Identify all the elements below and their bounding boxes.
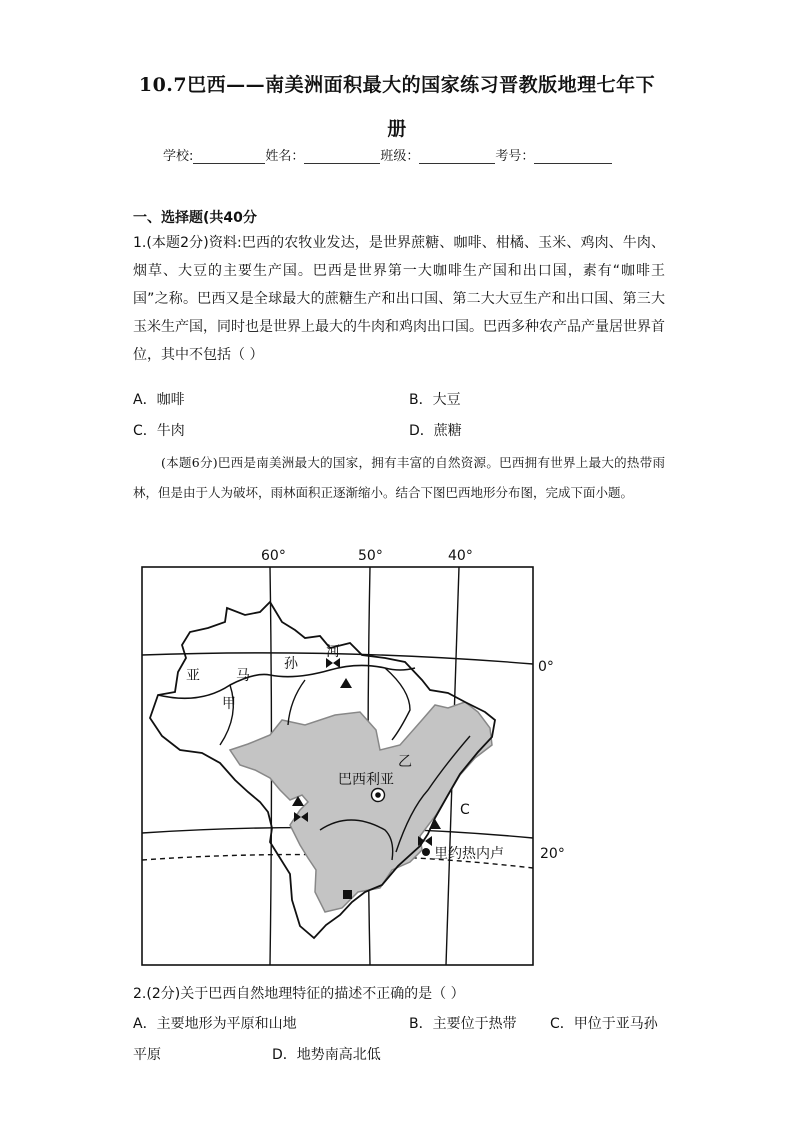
label-rio: 里约热内卢 [434,846,504,862]
lat-label-20: 20° [540,846,565,862]
doc-title-line1: 10.7巴西——南美洲面积最大的国家练习晋教版地理七年下 [138,74,656,96]
exam-no-blank[interactable] [534,149,612,164]
label-c: C [460,802,470,818]
material-paragraph [133,448,665,508]
tributary-1 [220,685,233,745]
question-2-text: 2.(2分)关于巴西自然地理特征的描述不正确的是（ ） [133,986,465,1002]
lon-label-50: 50° [358,548,383,564]
school-label: 学校: [163,149,194,164]
tributary-3 [385,668,410,740]
label-jia: 甲 [222,696,236,712]
square-icon [343,890,352,899]
lon-label-40: 40° [448,548,473,564]
exam-no-label: 考号： [495,149,535,164]
q1-option-a[interactable]: A．咖啡 [133,392,185,408]
label-he: 河 [326,644,340,660]
tributary-2 [288,680,305,725]
q2-option-b[interactable]: B．主要位于热带 [409,1016,517,1032]
city-dot-icon [422,848,430,856]
highland-region [230,702,492,912]
material-text: (本题6分)巴西是南美洲最大的国家，拥有丰富的自然资源。巴西拥有世界上最大的热带雨林，但是由于人为破坏，雨林面积正逐渐缩小。结合下图巴西地形分布图，完成下面小题。 [133,455,665,500]
label-yi: 乙 [398,754,412,770]
class-label: 班级： [380,149,420,164]
question-1-text: 1.(本题2分)资料:巴西的农牧业发达，是世界蔗糖、咖啡、柑橘、玉米、鸡肉、牛肉、烟草、大豆的主要生产国。巴西是世界第一大咖啡生产国和出口国，素有“咖啡王国”之称。巴西又是全球最大的蔗糖生产和出口国、第二大大豆生产和出口国、第三大玉米生产国，同时也是世界上最大的牛肉和鸡肉出口国。巴西多种农产品产量居世界首位，其中不包括（ ） [133,235,665,363]
school-blank[interactable] [193,149,265,164]
q1-option-d[interactable]: D．蔗糖 [409,423,462,439]
student-info-row [163,145,612,164]
lon-label-60: 60° [261,548,286,564]
capital-icon [372,789,385,802]
class-blank[interactable] [419,149,495,164]
q1-option-c[interactable]: C．牛肉 [133,423,185,439]
brazil-terrain-map [130,540,565,980]
doc-title-line2: 册 [387,118,407,140]
label-brasilia: 巴西利亚 [338,772,394,788]
name-label: 姓名： [265,149,305,164]
name-blank[interactable] [304,149,380,164]
section-heading: 一、选择题(共40分 [133,210,257,226]
label-sun: 孙 [284,656,298,672]
lat-label-0: 0° [538,659,554,675]
label-ya: 亚 [186,668,200,684]
q1-option-b[interactable]: B．大豆 [409,392,461,408]
peak-icon-1 [340,678,352,688]
q2-option-d[interactable]: D．地势南高北低 [272,1047,381,1063]
q2-option-c[interactable]: C．甲位于亚马孙 [550,1016,658,1032]
label-ma: 马 [236,668,250,684]
q2-option-a[interactable]: A．主要地形为平原和山地 [133,1016,297,1032]
q2-option-c-continued: 平原 [133,1047,161,1063]
